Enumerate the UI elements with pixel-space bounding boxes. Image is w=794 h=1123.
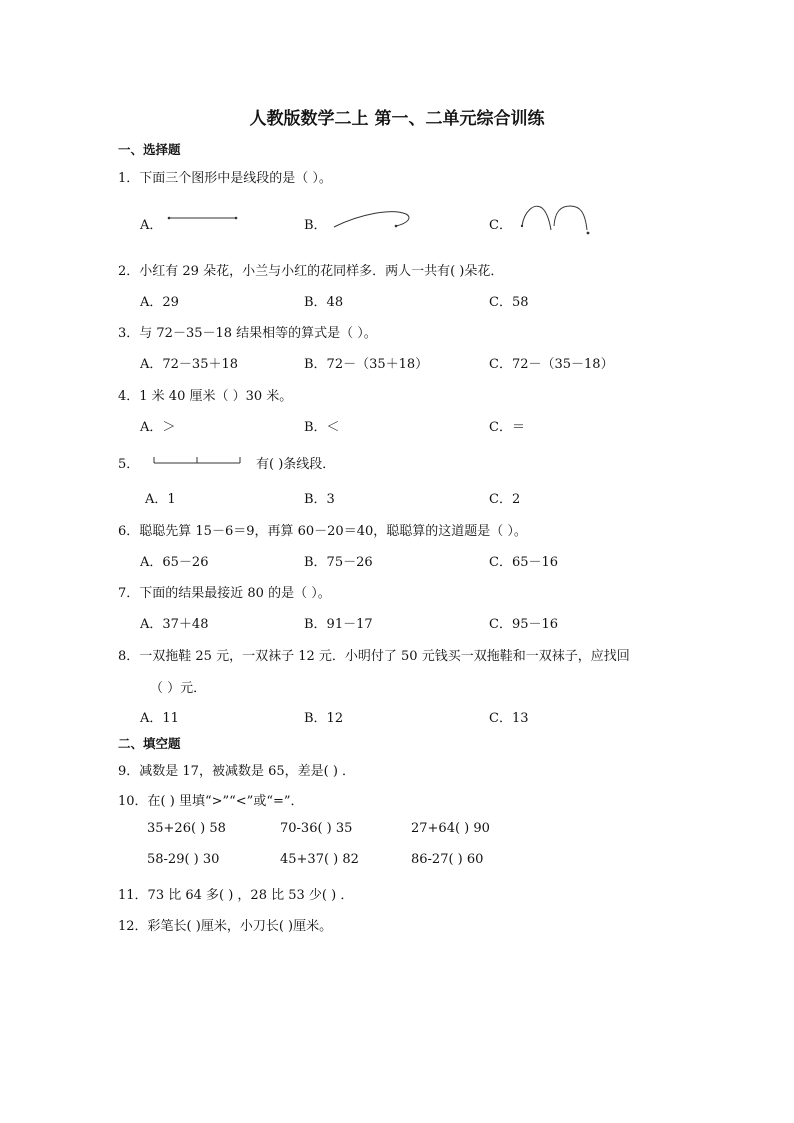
q5-option-a: A．1 [145, 492, 176, 507]
q5-option-c: C．2 [489, 492, 521, 507]
q2-option-c: C．58 [489, 295, 529, 310]
question-8-cont: （ ）元． [150, 681, 207, 696]
q7-option-b: B．91－17 [304, 617, 373, 632]
q7-option-a: A．37＋48 [140, 617, 209, 632]
section-heading-fill: 二、填空题 [118, 736, 181, 751]
q6-option-c: C．65－16 [489, 555, 559, 570]
q10-item: 45+37( ) 82 [280, 852, 359, 867]
q5-option-b: B．3 [304, 492, 335, 507]
q6-option-b: B．75－26 [304, 555, 373, 570]
q8-option-c: C．13 [489, 711, 529, 726]
q10-item: 27+64( ) 90 [411, 821, 490, 836]
q10-item: 70-36( ) 35 [280, 821, 353, 836]
question-7: 7．下面的结果最接近 80 的是（ ）。 [118, 586, 331, 601]
question-12: 12．彩笔长( )厘米，小刀长( )厘米。 [118, 919, 333, 934]
q10-item: 86-27( ) 60 [411, 852, 484, 867]
question-11: 11．73 比 64 多( ) ，28 比 53 少( ) ． [118, 888, 354, 903]
q1-figure-segment [166, 212, 240, 224]
question-10: 10．在( ) 里填“>”“<”或“=”． [118, 794, 304, 809]
q3-option-c: C．72－（35－18） [489, 357, 614, 372]
section-heading-choice: 一、选择题 [118, 142, 181, 157]
q6-option-a: A．65－26 [140, 555, 209, 570]
q7-option-c: C．95－16 [489, 617, 559, 632]
q10-item: 58-29( ) 30 [147, 852, 220, 867]
q1-option-c: C． [489, 218, 512, 233]
q4-option-a: A．＞ [140, 420, 176, 435]
q2-option-a: A．29 [140, 295, 179, 310]
page-title: 人教版数学二上 第一、二单元综合训练 [249, 109, 545, 129]
q4-option-c: C．＝ [489, 420, 525, 435]
q1-figure-curve [330, 208, 414, 232]
q5-figure-segments [150, 454, 246, 468]
q8-option-b: B．12 [304, 711, 344, 726]
question-2: 2．小红有 29 朵花，小兰与小红的花同样多．两人一共有( )朵花． [118, 264, 504, 279]
q1-figure-arches [518, 204, 594, 238]
question-5-suffix: 有( )条线段． [256, 457, 336, 472]
q3-option-b: B．72－（35＋18） [304, 357, 429, 372]
q4-option-b: B．＜ [304, 420, 340, 435]
q8-option-a: A．11 [140, 711, 179, 726]
question-3: 3．与 72－35－18 结果相等的算式是（ ）。 [118, 326, 377, 341]
question-9: 9．减数是 17，被减数是 65，差是( ) ． [118, 764, 356, 779]
question-8: 8．一双拖鞋 25 元，一双袜子 12 元．小明付了 50 元钱买一双拖鞋和一双袜子，应找回 [118, 649, 630, 664]
q1-option-b: B． [304, 218, 327, 233]
q10-item: 35+26( ) 58 [147, 821, 226, 836]
question-6: 6．聪聪先算 15－6＝9，再算 60－20＝40，聪聪算的这道题是（ ）。 [118, 524, 527, 539]
q1-option-a: A． [140, 218, 163, 233]
question-1: 1．下面三个图形中是线段的是（ ）。 [118, 171, 332, 186]
question-5-prefix: 5． [118, 457, 140, 472]
question-4: 4．1 米 40 厘米（ ）30 米。 [118, 389, 293, 404]
q2-option-b: B．48 [304, 295, 344, 310]
q3-option-a: A．72－35＋18 [140, 357, 239, 372]
